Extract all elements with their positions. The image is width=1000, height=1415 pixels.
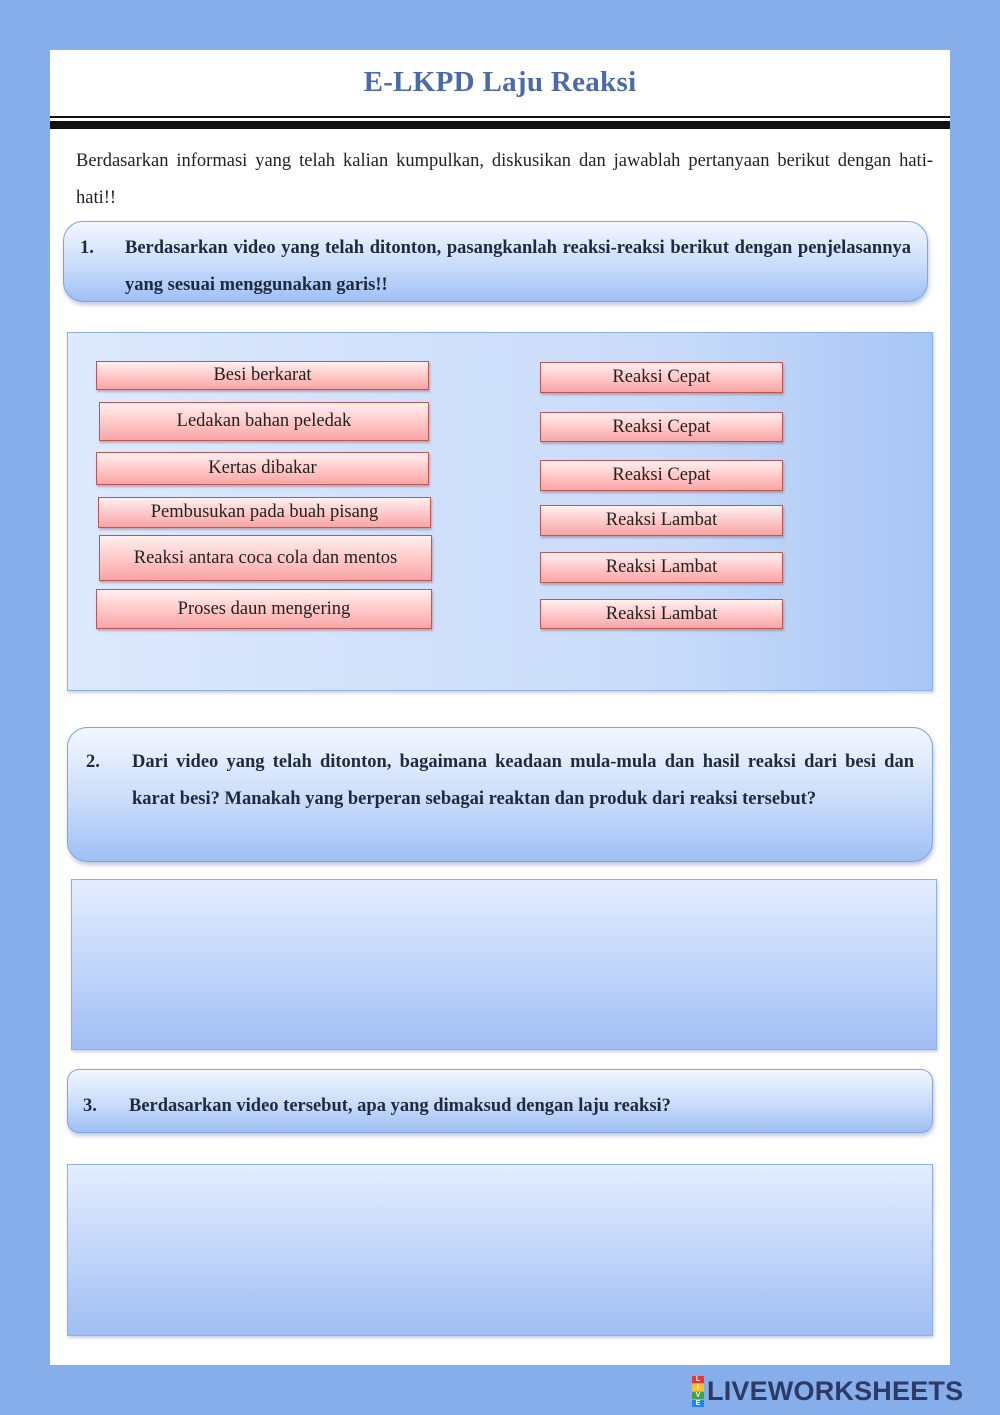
match-left-item[interactable]: Reaksi antara coca cola dan mentos	[99, 535, 432, 581]
question-2-number: 2.	[86, 752, 100, 772]
question-3-text: Berdasarkan video tersebut, apa yang dimaksud dengan laju reaksi?	[129, 1096, 671, 1116]
match-left-item[interactable]: Ledakan bahan peledak	[99, 402, 429, 441]
question-3-number: 3.	[83, 1096, 97, 1116]
match-right-item[interactable]: Reaksi Cepat	[540, 460, 783, 491]
title-divider-thin	[50, 116, 950, 118]
logo-letter: I	[692, 1384, 704, 1391]
logo-letter: E	[692, 1400, 704, 1407]
question-1-text: Berdasarkan video yang telah ditonton, pasangkanlah reaksi-reaksi berikut dengan penjelasannya yang sesuai menggunakan garis!!	[125, 238, 911, 295]
page-title: E-LKPD Laju Reaksi	[363, 66, 637, 98]
match-left-item[interactable]: Proses daun mengering	[96, 589, 432, 629]
question-1-number: 1.	[80, 238, 94, 258]
answer-2-textarea[interactable]	[71, 879, 937, 1050]
match-left-item[interactable]: Pembusukan pada buah pisang	[98, 497, 431, 528]
liveworksheets-brand	[692, 1375, 963, 1407]
match-right-item[interactable]: Reaksi Cepat	[540, 412, 783, 442]
intro-instructions: Berdasarkan informasi yang telah kalian kumpulkan, diskusikan dan jawablah pertanyaan berikut dengan hati-hati!!	[76, 151, 933, 208]
match-left-item[interactable]: Kertas dibakar	[96, 452, 429, 485]
match-right-item[interactable]: Reaksi Cepat	[540, 362, 783, 393]
logo-letter: L	[692, 1376, 704, 1383]
match-right-item[interactable]: Reaksi Lambat	[540, 599, 783, 629]
logo-letter: V	[692, 1392, 704, 1399]
answer-3-textarea[interactable]	[67, 1164, 933, 1336]
title-divider-thick	[50, 121, 950, 129]
question-2-text: Dari video yang telah ditonton, bagaimana keadaan mula-mula dan hasil reaksi dari besi dan karat besi? Manakah yang berperan sebagai reaktan dan produk dari reaksi tersebut?	[132, 752, 914, 809]
match-left-item[interactable]: Besi berkarat	[96, 361, 429, 390]
liveworksheets-logo-icon	[692, 1375, 704, 1407]
match-right-item[interactable]: Reaksi Lambat	[540, 552, 783, 583]
liveworksheets-wordmark: LIVEWORKSHEETS	[707, 1375, 964, 1406]
match-right-item[interactable]: Reaksi Lambat	[540, 505, 783, 536]
